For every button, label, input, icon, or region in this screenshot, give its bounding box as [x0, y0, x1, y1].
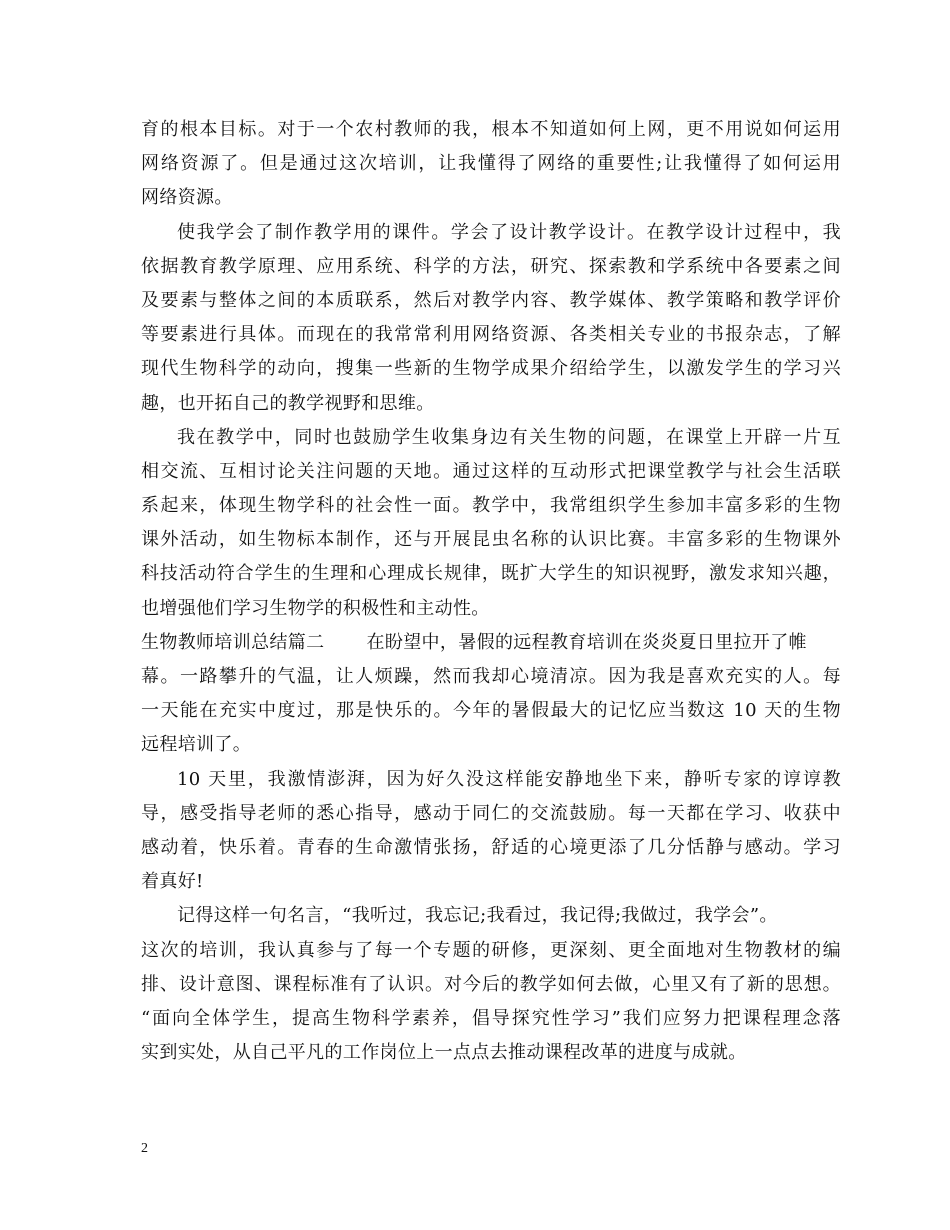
paragraph: [141, 216, 841, 421]
text-line: 课外活动，如生物标本制作，还与开展昆虫名称的认识比赛。丰富多彩的生物课外: [141, 529, 841, 551]
paragraph: [141, 421, 841, 626]
section-first-line-text: 在盼望中，暑假的远程教育培训在炎炎夏日里拉开了帷: [366, 631, 807, 653]
text-line: 远程培训了。: [141, 734, 252, 756]
text-line: 现代生物科学的动向，搜集一些新的生物学成果介绍给学生，以激发学生的学习兴: [141, 358, 841, 380]
text-line: 10 天里，我激情澎湃，因为好久没这样能安静地坐下来，静听专家的谆谆教: [177, 768, 841, 790]
text-line: 也增强他们学习生物学的积极性和主动性。: [141, 597, 490, 619]
page-number: 2: [141, 1141, 148, 1156]
text-line: 排、设计意图、课程标准有了认识。对今后的教学如何去做，心里又有了新的思想。: [141, 973, 841, 995]
section-first-line: [141, 626, 841, 660]
section-paragraph: [141, 626, 841, 763]
section-heading: 生物教师培训总结篇二: [141, 631, 325, 653]
text-line: 幕。一路攀升的气温，让人烦躁，然而我却心境清凉。因为我是喜欢充实的人。每: [141, 666, 841, 687]
text-line: 依据教育教学原理、应用系统、科学的方法，研究、探索教和学系统中各要素之间: [141, 255, 841, 277]
document-body: [141, 113, 841, 1070]
text-line: 实到实处，从自己平凡的工作岗位上一点点去推动课程改革的进度与成就。: [141, 1042, 747, 1064]
text-line: 相交流、互相讨论关注问题的天地。通过这样的互动形式把课堂教学与社会生活联: [141, 460, 841, 482]
text-line: 及要素与整体之间的本质联系，然后对教学内容、教学媒体、教学策略和教学评价: [141, 289, 841, 311]
text-line: 等要素进行具体。而现在的我常常利用网络资源、各类相关专业的书报杂志，了解: [141, 324, 841, 346]
text-line: 导，感受指导老师的悉心指导，感动于同仁的交流鼓励。每一天都在学习、收获中: [141, 802, 841, 824]
text-line: 记得这样一句名言，“我听过，我忘记;我看过，我记得;我做过，我学会”。: [177, 905, 778, 927]
paragraph: [141, 763, 841, 900]
paragraph: [141, 113, 841, 216]
text-line: “面向全体学生，提高生物科学素养，倡导探究性学习”我们应努力把课程理念落: [141, 1007, 841, 1029]
text-line: 这次的培训，我认真参与了每一个专题的研修，更深刻、更全面地对生物教材的编: [141, 939, 841, 961]
text-line: 网络资源了。但是通过这次培训，让我懂得了网络的重要性;让我懂得了如何运用: [141, 153, 841, 175]
text-line: 使我学会了制作教学用的课件。学会了设计教学设计。在教学设计过程中，我: [177, 221, 841, 243]
paragraph: [141, 899, 841, 1070]
text-line: 科技活动符合学生的生理和心理成长规律，既扩大学生的知识视野，激发求知兴趣，: [141, 563, 841, 585]
text-line: 育的根本目标。对于一个农村教师的我，根本不知道如何上网，更不用说如何运用: [141, 119, 841, 140]
text-line: 一天能在充实中度过，那是快乐的。今年的暑假最大的记忆应当数这 10 天的生物: [141, 700, 841, 722]
text-line: 网络资源。: [141, 187, 233, 209]
text-line: 我在教学中，同时也鼓励学生收集身边有关生物的问题，在课堂上开辟一片互: [177, 426, 841, 448]
text-line: 趣，也开拓自己的教学视野和思维。: [141, 392, 435, 414]
text-line: 感动着，快乐着。青春的生命激情张扬，舒适的心境更添了几分恬静与感动。学习: [141, 836, 841, 858]
text-line: 着真好!: [141, 871, 204, 893]
text-line: 系起来，体现生物学科的社会性一面。教学中，我常组织学生参加丰富多彩的生物: [141, 495, 841, 517]
